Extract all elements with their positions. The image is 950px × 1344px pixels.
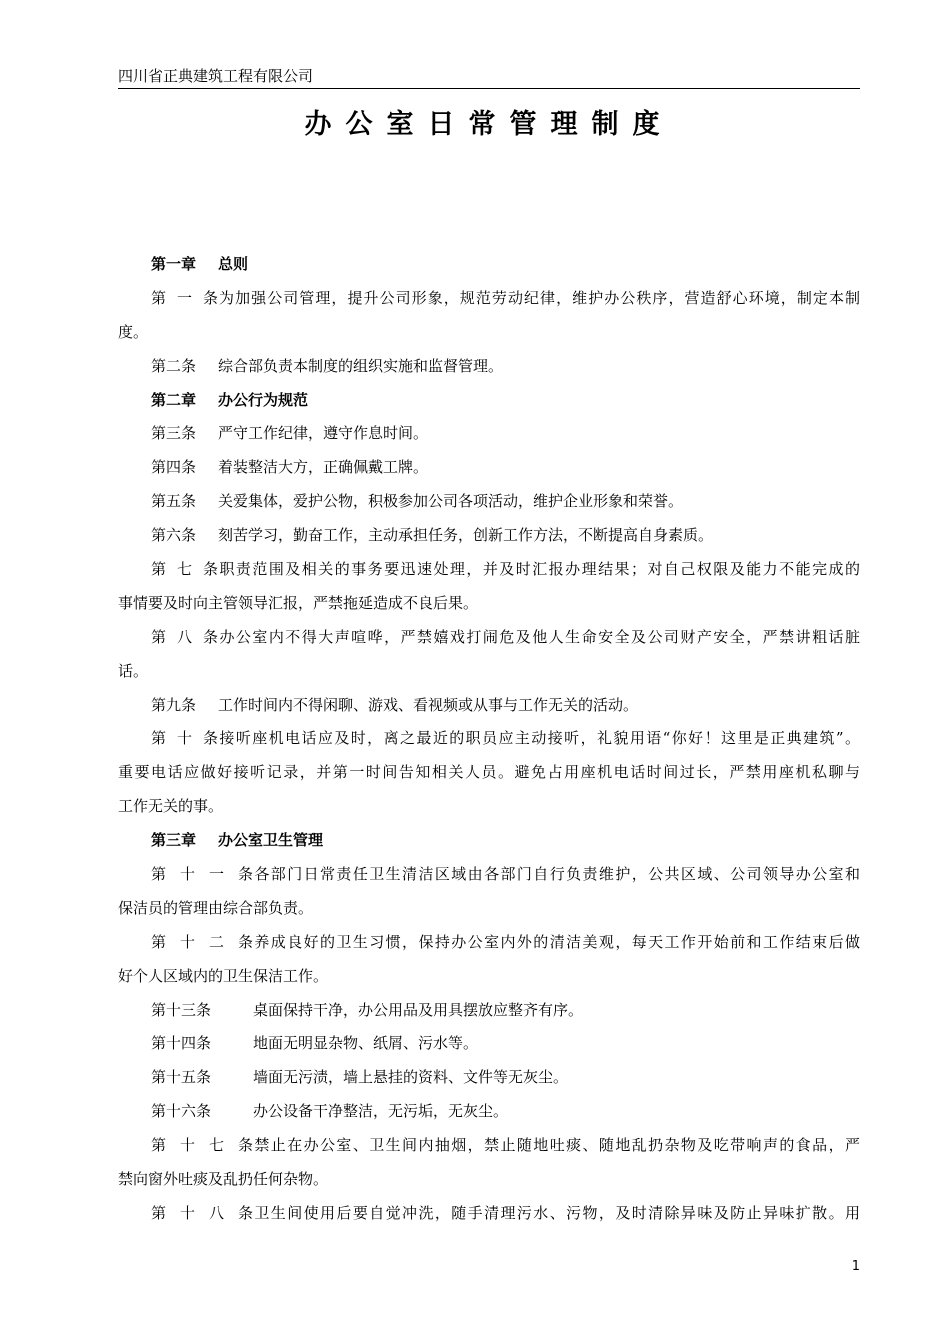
article-number: 第十二条 xyxy=(151,932,253,951)
article-line: 事情要及时向主管领导汇报，严禁拖延造成不良后果。 xyxy=(118,593,479,612)
article-number: 第十八条 xyxy=(151,1203,253,1222)
article-number: 第二条 xyxy=(151,356,197,375)
company-name: 四川省正典建筑工程有限公司 xyxy=(118,67,314,85)
article-text: 着装整洁大方，正确佩戴工牌。 xyxy=(218,458,429,477)
article-text: 办公室内不得大声喧哗，严禁嬉戏打闹危及他人生命安全及公司财产安全，严禁讲粗话脏 xyxy=(218,627,860,646)
article-number: 第十四条 xyxy=(151,1034,212,1053)
article-line xyxy=(118,417,860,451)
article-number: 第六条 xyxy=(151,526,197,545)
article-line xyxy=(118,1027,860,1061)
chapter-number: 第三章 xyxy=(151,831,197,850)
article-text: 桌面保持干净，办公用品及用具摆放应整齐有序。 xyxy=(253,1000,584,1019)
article-number: 第十条 xyxy=(151,729,218,748)
article-number: 第十六条 xyxy=(151,1102,212,1121)
article-text: 养成良好的卫生习惯，保持办公室内外的清洁美观，每天工作开始前和工作结束后做 xyxy=(253,932,860,951)
chapter-heading xyxy=(118,248,860,282)
article-number: 第十三条 xyxy=(151,1000,212,1019)
article-line xyxy=(118,621,860,655)
article-line: 话。 xyxy=(118,661,149,680)
article-number: 第三条 xyxy=(151,424,197,443)
article-line xyxy=(118,350,860,384)
chapter-name: 办公行为规范 xyxy=(218,390,309,409)
article-text: 职责范围及相关的事务要迅速处理，并及时汇报办理结果；对自己权限及能力不能完成的 xyxy=(218,560,860,579)
chapter-heading xyxy=(118,384,860,418)
chapter-heading xyxy=(118,824,860,858)
article-number: 第十一条 xyxy=(151,865,253,884)
article-text: 严守工作纪律，遵守作息时间。 xyxy=(218,424,429,443)
article-line xyxy=(118,994,860,1028)
article-text: 刻苦学习，勤奋工作，主动承担任务，创新工作方法，不断提高自身素质。 xyxy=(218,526,714,545)
article-number: 第七条 xyxy=(151,560,218,579)
article-text: 接听座机电话应及时，离之最近的职员应主动接听，礼貌用语“你好！这里是正典建筑”。 xyxy=(218,729,860,748)
chapter-name: 总则 xyxy=(218,255,249,273)
article-line xyxy=(118,926,860,960)
article-line xyxy=(118,519,860,553)
article-line: 禁向窗外吐痰及乱扔任何杂物。 xyxy=(118,1170,329,1189)
article-number: 第五条 xyxy=(151,492,197,511)
article-text: 办公设备干净整洁，无污垢，无灰尘。 xyxy=(253,1102,509,1121)
article-number: 第十五条 xyxy=(151,1068,212,1087)
article-line xyxy=(118,722,860,756)
article-text: 关爱集体，爱护公物，积极参加公司各项活动，维护企业形象和荣誉。 xyxy=(218,492,684,511)
article-number: 第十七条 xyxy=(151,1136,253,1155)
chapter-number: 第一章 xyxy=(151,255,197,273)
article-line xyxy=(118,451,860,485)
article-line: 度。 xyxy=(118,322,149,341)
article-text: 禁止在办公室、卫生间内抽烟，禁止随地吐痰、随地乱扔杂物及吃带响声的食品，严 xyxy=(253,1136,860,1155)
article-line xyxy=(118,485,860,519)
article-line xyxy=(118,1095,860,1129)
article-line xyxy=(118,1061,860,1095)
article-number: 第四条 xyxy=(151,458,197,477)
document-title: 办公室日常管理制度 xyxy=(304,109,674,140)
article-line: 保洁员的管理由综合部负责。 xyxy=(118,898,314,917)
article-text: 综合部负责本制度的组织实施和监督管理。 xyxy=(218,356,504,375)
article-text: 工作时间内不得闲聊、游戏、看视频或从事与工作无关的活动。 xyxy=(218,695,639,714)
document-body xyxy=(118,248,860,1231)
chapter-number: 第二章 xyxy=(151,390,197,409)
page-header xyxy=(118,66,860,89)
article-line: 重要电话应做好接听记录，并第一时间告知相关人员。避免占用座机电话时间过长，严禁用座机私聊与 xyxy=(118,763,860,782)
article-text: 墙面无污渍，墙上悬挂的资料、文件等无灰尘。 xyxy=(253,1068,569,1087)
article-line xyxy=(118,1129,860,1163)
chapter-name: 办公室卫生管理 xyxy=(218,831,324,850)
article-text: 卫生间使用后要自觉冲洗，随手清理污水、污物，及时清除异味及防止异味扩散。用 xyxy=(253,1203,860,1222)
article-line xyxy=(118,282,860,316)
article-number: 第一条 xyxy=(151,288,218,307)
article-line: 好个人区域内的卫生保洁工作。 xyxy=(118,966,329,985)
article-text: 地面无明显杂物、纸屑、污水等。 xyxy=(253,1034,479,1053)
article-line xyxy=(118,553,860,587)
article-line xyxy=(118,858,860,892)
article-line xyxy=(118,689,860,723)
article-line: 工作无关的事。 xyxy=(118,797,224,816)
page-number: 1 xyxy=(851,1259,860,1274)
article-number: 第八条 xyxy=(151,627,218,646)
article-text: 为加强公司管理，提升公司形象，规范劳动纪律，维护办公秩序，营造舒心环境，制定本制 xyxy=(218,288,860,307)
article-line xyxy=(118,1197,860,1231)
article-number: 第九条 xyxy=(151,695,197,714)
article-text: 各部门日常责任卫生清洁区域由各部门自行负责维护，公共区域、公司领导办公室和 xyxy=(253,865,860,884)
